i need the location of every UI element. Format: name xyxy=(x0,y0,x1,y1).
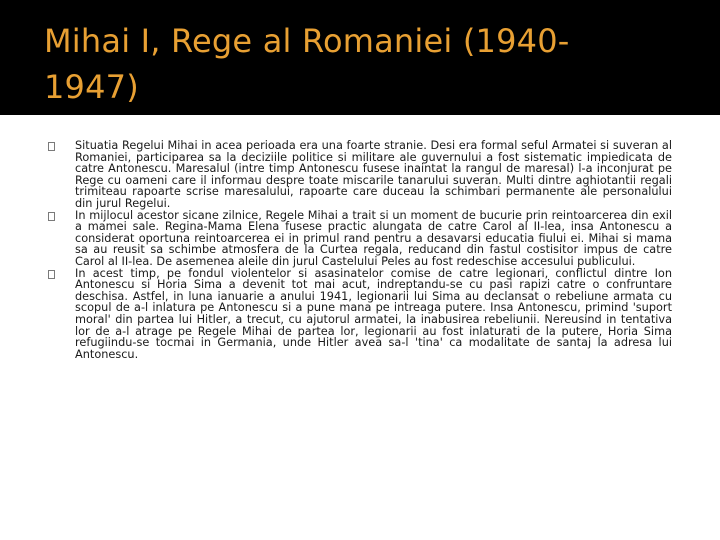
paragraph-text: In mijlocul acestor sicane zilnice, Regele Mihai a trait si un moment de bucurie prin reintoarcerea din exil a mamei sale. Regina-Mama Elena fusese practic alungata de catre Carol al II-lea, insa Antonescu a considerat oportuna reintoarcerea ei in primul rand pentru a desavarsi educatia fiului ei. Mihai si mama sa au reusit sa schimbe atmosfera de la Curtea regala, reducand din fastul costisitor impus de catre Carol al II-lea. De asemenea aleile din jurul Castelului Peles au fost redeschise accesului publicului. xyxy=(75,208,672,268)
paragraph-text: In acest timp, pe fondul violentelor si asasinatelor comise de catre legionari, conflictul dintre Ion Antonescu si Horia Sima a devenit tot mai acut, indreptandu-se cu pasi rapizi catre o confruntare deschisa. Astfel, in luna ianuarie a anului 1941, legionarii lui Sima au declansat o rebeliune armata cu scopul de a-l inlatura pe Antonescu si a pune mana pe intreaga putere. Insa Antonescu, primind 'suport moral' din partea lui Hitler, a trecut, cu ajutorul armatei, la inabusirea rebeliunii. Nereusind in tentativa lor de a-l atrage pe Regele Mihai de partea lor, legionarii au fost inlaturati de la putere, Horia Sima refugiindu-se tocmai in Germania, unde Hitler avea sa-l 'tina' ca modalitate de santaj la adresa lui Antonescu. xyxy=(75,266,672,361)
square-bullet-icon xyxy=(48,270,55,279)
bullet-list xyxy=(48,140,672,360)
slide-title: Mihai I, Rege al Romaniei (1940-1947) xyxy=(44,22,570,106)
square-bullet-icon xyxy=(48,142,55,151)
bullet-paragraph xyxy=(48,140,672,210)
bullet-paragraph xyxy=(48,268,672,361)
square-bullet-icon xyxy=(48,212,55,221)
paragraph-text: Situatia Regelui Mihai in acea perioada era una foarte stranie. Desi era formal seful Armatei si suveran al Romaniei, participarea sa la deciziile politice si militare ale guvernului a fost sistematic impiedicata de catre Antonescu. Maresalul (intre timp Antonescu fusese inaintat la rangul de maresal) l-a inconjurat pe Rege cu oameni care il informau despre toate miscarile tanarului suveran. Multi dintre aghiotantii regali trimiteau rapoarte scrise maresalului, rapoarte care duceau la schimbari permanente ale personalului din jurul Regelui. xyxy=(75,139,672,210)
bullet-paragraph xyxy=(48,210,672,268)
